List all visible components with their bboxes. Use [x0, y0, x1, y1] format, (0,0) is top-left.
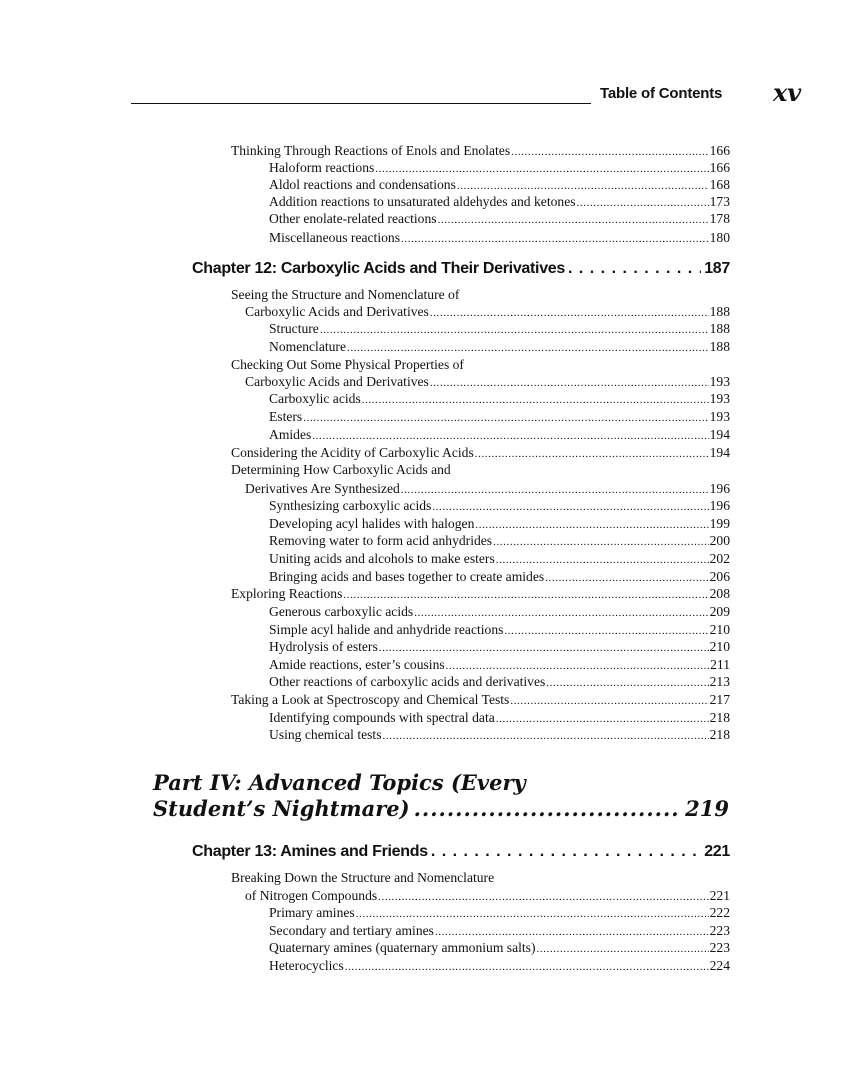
toc-entry-title: Heterocyclics [269, 958, 344, 973]
toc-entry[interactable] [269, 922, 730, 939]
toc-entry[interactable] [245, 303, 730, 320]
toc-entry[interactable] [269, 193, 730, 210]
dot-leader [568, 260, 701, 278]
toc-entry-title: Nomenclature [269, 339, 346, 354]
dot-leader [496, 550, 709, 569]
toc-entry-page: 188 [709, 304, 730, 319]
toc-entry-page: 218 [709, 710, 730, 725]
toc-entry-page: 193 [709, 391, 730, 406]
toc-entry[interactable] [269, 904, 730, 921]
toc-entry[interactable] [231, 585, 730, 602]
toc-entry-page: 193 [709, 409, 730, 424]
toc-entry-page: 194 [709, 445, 730, 460]
toc-entry-title: Esters [269, 409, 303, 424]
toc-entry-title: Secondary and tertiary amines [269, 923, 434, 938]
toc-entry[interactable] [231, 444, 730, 461]
dot-leader [303, 408, 708, 427]
toc-entry[interactable] [269, 497, 730, 514]
toc-entry-title: Primary amines [269, 905, 355, 920]
toc-entry-title: Seeing the Structure and Nomenclature of [231, 287, 460, 302]
toc-entry-title: Checking Out Some Physical Properties of [231, 357, 464, 372]
toc-entry[interactable] [269, 210, 730, 227]
toc-entry[interactable] [231, 356, 730, 373]
toc-entry-page: 218 [709, 727, 730, 742]
toc-entry[interactable] [269, 390, 730, 407]
dot-leader [432, 497, 708, 516]
toc-entry[interactable] [269, 726, 730, 743]
dot-leader [537, 939, 709, 958]
toc-entry[interactable] [269, 532, 730, 549]
toc-entry[interactable] [269, 159, 730, 176]
toc-entry-page: 210 [709, 622, 730, 637]
toc-entry-title: Addition reactions to unsaturated aldehydes and ketones [269, 194, 576, 209]
chapter-title: Chapter 12: Carboxylic Acids and Their Derivatives [192, 260, 565, 277]
toc-entry-page: 208 [709, 586, 730, 601]
toc-entry[interactable] [231, 691, 730, 708]
toc-entry-title: Synthesizing carboxylic acids [269, 498, 432, 513]
toc-entry-page: 223 [709, 923, 730, 938]
toc-entry-page: 202 [709, 551, 730, 566]
chapter-13-heading[interactable] [192, 843, 730, 863]
part-title: Student’s Nightmare) [153, 796, 410, 821]
toc-entry-page: 188 [709, 339, 730, 354]
toc-entry-page: 173 [709, 194, 730, 209]
toc-entry-page: 211 [710, 657, 730, 672]
toc-entry-title: Uniting acids and alcohols to make esters [269, 551, 495, 566]
dot-leader [362, 390, 709, 409]
toc-entry-title: Identifying compounds with spectral data [269, 710, 495, 725]
dot-leader [493, 532, 709, 551]
toc-entry-title: Carboxylic Acids and Derivatives [245, 304, 429, 319]
toc-entry[interactable] [269, 229, 730, 246]
toc-entry-title: Aldol reactions and condensations [269, 177, 456, 192]
dot-leader [401, 229, 709, 248]
running-header-title: Table of Contents [600, 85, 723, 102]
dot-leader [431, 843, 701, 861]
toc-entry-title: Using chemical tests [269, 727, 382, 742]
toc-entry-page: 199 [709, 516, 730, 531]
toc-entry-page: 221 [709, 888, 730, 903]
toc-entry[interactable] [269, 550, 730, 567]
toc-entry[interactable] [269, 638, 730, 655]
header-rule [131, 103, 591, 104]
dot-leader [510, 691, 708, 710]
toc-entry-page: 194 [709, 427, 730, 442]
toc-entry-page: 168 [709, 177, 730, 192]
toc-entry-page: 217 [709, 692, 730, 707]
toc-entry[interactable] [269, 621, 730, 638]
toc-entry[interactable] [269, 939, 730, 956]
toc-entry-title: Developing acyl halides with halogen [269, 516, 475, 531]
toc-entry[interactable] [231, 461, 730, 478]
part-4-heading-line1[interactable]: Part IV: Advanced Topics (Every [153, 770, 526, 795]
dot-leader [343, 585, 708, 604]
dot-leader [383, 726, 709, 745]
dot-leader [546, 673, 708, 692]
toc-entry[interactable] [269, 320, 730, 337]
toc-entry-page: 188 [709, 321, 730, 336]
part-4-heading-line2[interactable] [153, 796, 729, 821]
chapter-page: 221 [704, 843, 730, 860]
toc-entry-title: Removing water to form acid anhydrides [269, 533, 493, 548]
toc-entry[interactable] [245, 373, 730, 390]
toc-entry[interactable] [231, 286, 730, 303]
toc-entry-title: Thinking Through Reactions of Enols and Enolates [231, 143, 511, 158]
toc-entry-page: 224 [709, 958, 730, 973]
toc-entry-title: Derivatives Are Synthesized [245, 481, 400, 496]
toc-entry-page: 210 [709, 639, 730, 654]
toc-entry[interactable] [269, 176, 730, 193]
toc-entry-page: 180 [709, 230, 730, 245]
toc-entry-page: 196 [709, 481, 730, 496]
toc-entry[interactable] [269, 709, 730, 726]
toc-entry-page: 196 [709, 498, 730, 513]
chapter-page: 187 [704, 260, 730, 277]
dot-leader [414, 796, 682, 821]
toc-entry-title: Quaternary amines (quaternary ammonium salts) [269, 940, 536, 955]
toc-entry-page: 209 [709, 604, 730, 619]
toc-entry-page: 206 [709, 569, 730, 584]
chapter-title: Chapter 13: Amines and Friends [192, 843, 428, 860]
dot-leader [438, 210, 709, 229]
dot-leader [320, 320, 709, 339]
toc-entry-page: 193 [709, 374, 730, 389]
dot-leader [345, 957, 709, 976]
toc-entry-page: 200 [709, 533, 730, 548]
dot-leader [414, 603, 708, 622]
toc-entry-page: 166 [709, 160, 730, 175]
toc-entry[interactable] [269, 338, 730, 355]
toc-entry-page: 222 [709, 905, 730, 920]
toc-entry-title: Amides [269, 427, 312, 442]
toc-entry[interactable] [269, 656, 730, 673]
toc-entry[interactable] [269, 957, 730, 974]
toc-entry[interactable] [245, 480, 730, 497]
chapter-12-heading[interactable] [192, 260, 730, 280]
toc-entry-title: Carboxylic Acids and Derivatives [245, 374, 429, 389]
page-number: xv [773, 78, 802, 107]
toc-entry[interactable] [245, 887, 730, 904]
toc-entry[interactable] [269, 426, 730, 443]
toc-entry-title: Amide reactions, ester’s cousins [269, 657, 445, 672]
toc-entry-title: Bringing acids and bases together to create amides [269, 569, 545, 584]
toc-entry-page: 223 [709, 940, 730, 955]
toc-entry[interactable] [269, 408, 730, 425]
dot-leader [347, 338, 709, 357]
toc-entry[interactable] [231, 869, 730, 886]
toc-entry-title: Simple acyl halide and anhydride reactions [269, 622, 504, 637]
dot-leader [379, 638, 709, 657]
toc-entry-page: 166 [709, 143, 730, 158]
toc-entry-page: 213 [709, 674, 730, 689]
toc-entry[interactable] [269, 515, 730, 532]
toc-entry-title: Carboxylic acids [269, 391, 361, 406]
toc-entry-title: Breaking Down the Structure and Nomenclature [231, 870, 495, 885]
toc-entry-title: Other enolate-related reactions [269, 211, 437, 226]
toc-entry-title: Taking a Look at Spectroscopy and Chemical Tests [231, 692, 510, 707]
toc-entry-title: Considering the Acidity of Carboxylic Acids [231, 445, 474, 460]
toc-entry-title: Haloform reactions [269, 160, 375, 175]
toc-entry-title: of Nitrogen Compounds [245, 888, 378, 903]
dot-leader [356, 904, 709, 923]
toc-entry-title: Miscellaneous reactions [269, 230, 400, 245]
dot-leader [312, 426, 708, 445]
toc-entry[interactable] [231, 142, 730, 159]
toc-entry-title: Hydrolysis of esters [269, 639, 378, 654]
toc-entry-title: Other reactions of carboxylic acids and derivatives [269, 674, 546, 689]
toc-entry[interactable] [269, 603, 730, 620]
toc-entry[interactable] [269, 568, 730, 585]
toc-entry-title: Exploring Reactions [231, 586, 343, 601]
toc-entry-title: Determining How Carboxylic Acids and [231, 462, 451, 477]
toc-entry-page: 178 [709, 211, 730, 226]
part-page: 219 [685, 796, 729, 821]
toc-entry[interactable] [269, 673, 730, 690]
toc-entry-title: Generous carboxylic acids [269, 604, 414, 619]
toc-entry-title: Structure [269, 321, 319, 336]
